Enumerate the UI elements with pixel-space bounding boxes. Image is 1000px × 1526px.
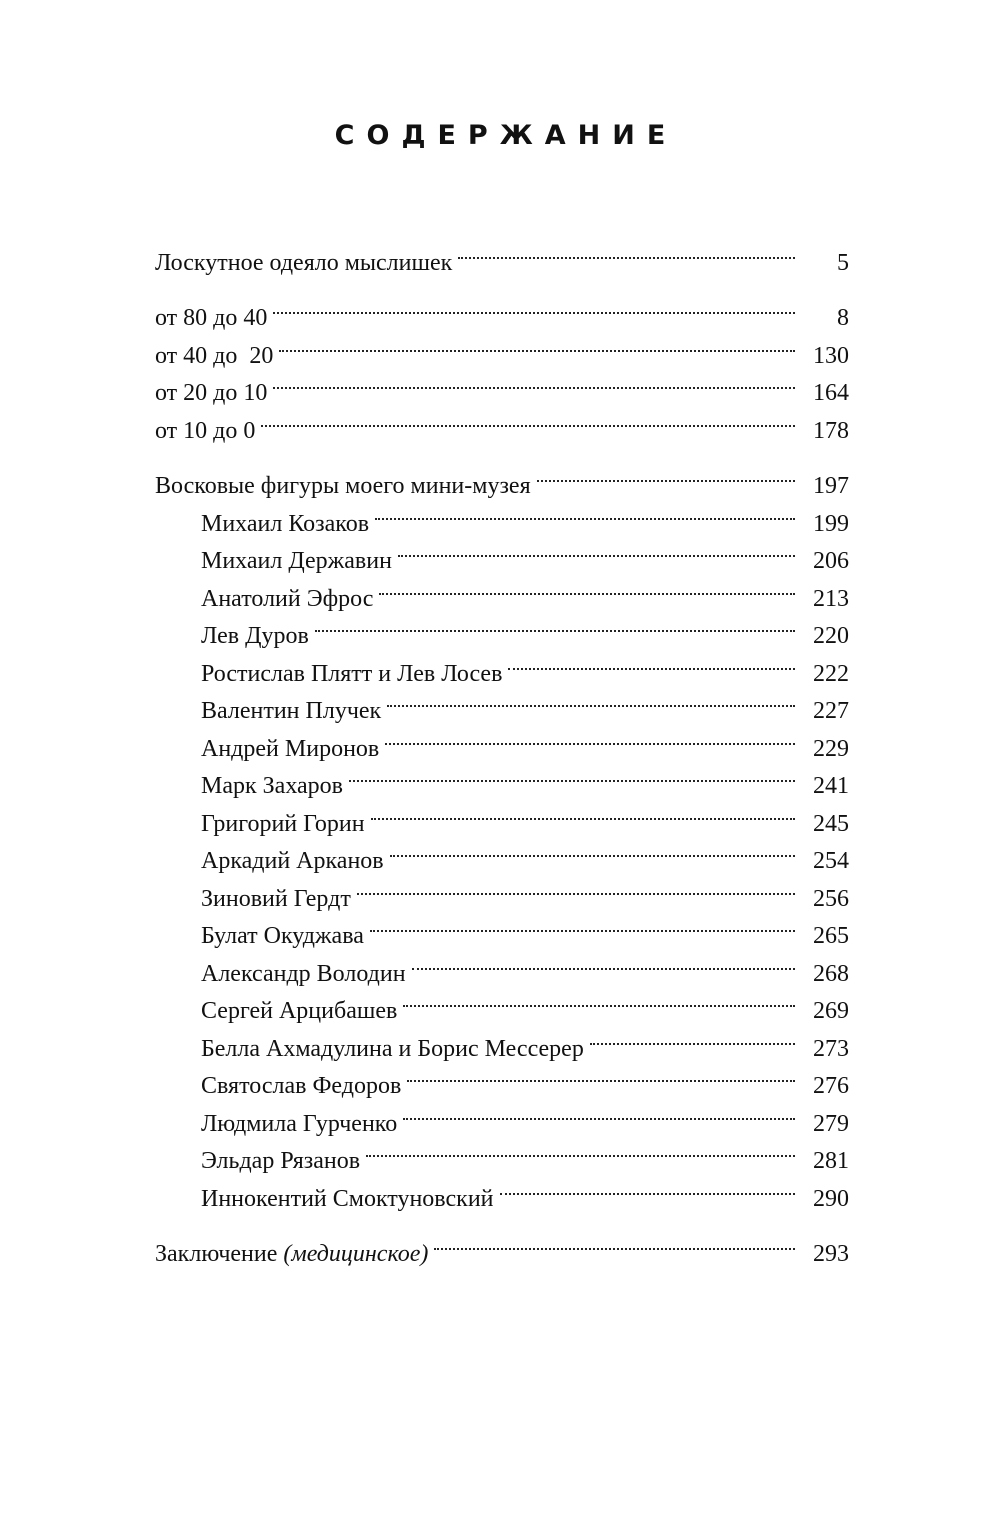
toc-entry-page: 178 <box>813 417 849 444</box>
toc-entry-title: Иннокентий Смоктуновский <box>201 1185 494 1212</box>
toc-entry-page: 273 <box>813 1035 849 1062</box>
dot-leader <box>371 793 801 831</box>
toc-entry-title: от 40 до 20 <box>155 342 274 369</box>
dot-leader <box>398 531 801 569</box>
toc-entry-page: 5 <box>837 249 849 276</box>
dot-leader <box>375 493 801 531</box>
toc-entry[interactable] <box>155 1224 849 1267</box>
toc-entry-page: 256 <box>813 885 849 912</box>
dot-leader <box>315 606 801 644</box>
toc-entry-title-text: Заключение <box>155 1241 278 1267</box>
dot-leader <box>412 943 801 981</box>
toc-entry-page: 265 <box>813 923 849 949</box>
toc-entry-page: 199 <box>813 510 849 537</box>
dot-leader <box>279 325 801 363</box>
toc-entry-title: Эльдар Рязанов <box>201 1148 361 1174</box>
toc-entry-title: от 80 до 40 <box>155 305 268 331</box>
toc-entry[interactable] <box>155 232 849 276</box>
toc-group-intro <box>155 232 849 276</box>
page-title: СОДЕРЖАНИЕ <box>334 120 678 151</box>
toc-entry-page: 241 <box>813 773 849 799</box>
toc-entry-page: 281 <box>813 1148 849 1174</box>
toc-group-conclusion <box>155 1224 849 1267</box>
toc-entry-title: от 10 до 0 <box>155 417 256 444</box>
toc-entry-page: 222 <box>813 660 849 687</box>
toc-entry-title: Марк Захаров <box>201 773 343 799</box>
toc-entry-page: 245 <box>813 810 849 837</box>
toc-entry-page: 229 <box>813 735 849 762</box>
toc-entry-title: Булат Окуджава <box>201 923 364 949</box>
toc-entry-page: 227 <box>813 698 849 724</box>
toc-entry-title: Сергей Арцибашев <box>201 998 398 1024</box>
toc-entry-title: Михаил Державин <box>201 548 392 574</box>
toc-entry-title: Святослав Федоров <box>201 1073 402 1099</box>
table-of-contents <box>155 232 849 1267</box>
toc-entry-title: Михаил Козаков <box>201 510 370 537</box>
dot-leader <box>390 831 801 869</box>
toc-entry[interactable] <box>155 288 849 331</box>
dot-leader <box>508 643 801 681</box>
toc-entry-page: 290 <box>813 1185 849 1212</box>
dot-leader <box>407 1056 801 1094</box>
toc-entry-title: Александр Володин <box>201 960 406 987</box>
dot-leader <box>458 232 801 270</box>
toc-entry-title: Андрей Миронов <box>201 735 380 762</box>
toc-entry-page: 8 <box>837 305 849 331</box>
toc-entry-page: 254 <box>813 848 849 874</box>
dot-leader <box>403 1093 801 1131</box>
toc-entry-page: 276 <box>813 1073 849 1099</box>
toc-entry[interactable] <box>155 456 849 499</box>
toc-entry-page: 197 <box>813 473 849 499</box>
dot-leader <box>273 363 801 401</box>
toc-entry-page: 164 <box>813 380 849 406</box>
toc-group-ages <box>155 288 849 444</box>
toc-group-portraits <box>155 456 849 1212</box>
dot-leader <box>379 568 801 606</box>
toc-entry-title: от 20 до 10 <box>155 380 268 406</box>
dot-leader <box>387 681 801 719</box>
toc-entry-page: 213 <box>813 585 849 612</box>
toc-entry-page: 130 <box>813 342 849 369</box>
dot-leader <box>261 400 801 438</box>
dot-leader <box>370 906 801 944</box>
toc-entry-page: 220 <box>813 623 849 649</box>
toc-entry-page: 293 <box>813 1241 849 1267</box>
dot-leader <box>537 456 801 494</box>
toc-entry-title: Людмила Гурченко <box>201 1110 398 1137</box>
dot-leader <box>357 868 801 906</box>
toc-entry-page: 206 <box>813 548 849 574</box>
dot-leader <box>403 981 801 1019</box>
toc-entry-title: Белла Ахмадулина и Борис Мессерер <box>201 1035 584 1062</box>
toc-entry-page: 269 <box>813 998 849 1024</box>
dot-leader <box>273 288 801 326</box>
dot-leader <box>590 1018 801 1056</box>
toc-entry-page: 268 <box>813 960 849 987</box>
toc-entry-page: 279 <box>813 1110 849 1137</box>
toc-entry-title: Аркадий Арканов <box>201 848 384 874</box>
dot-leader <box>500 1168 802 1206</box>
toc-entry-title: Ростислав Плятт и Лев Лосев <box>201 660 503 687</box>
toc-entry-title: Зиновий Гердт <box>201 885 351 912</box>
dot-leader <box>385 718 801 756</box>
dot-leader <box>349 756 801 794</box>
toc-entry-note: (медицинское) <box>283 1241 429 1267</box>
toc-entry-title: Лев Дуров <box>201 623 309 649</box>
toc-entry-title: Анатолий Эфрос <box>201 585 374 612</box>
toc-entry-title: Лоскутное одеяло мыслишек <box>155 249 453 276</box>
toc-entry-title: Григорий Горин <box>201 810 365 837</box>
dot-leader <box>366 1131 801 1169</box>
toc-entry-title: Восковые фигуры моего мини-музея <box>155 473 531 499</box>
toc-entry-title <box>155 1236 434 1274</box>
dot-leader <box>434 1224 801 1262</box>
toc-entry-title: Валентин Плучек <box>201 698 382 724</box>
